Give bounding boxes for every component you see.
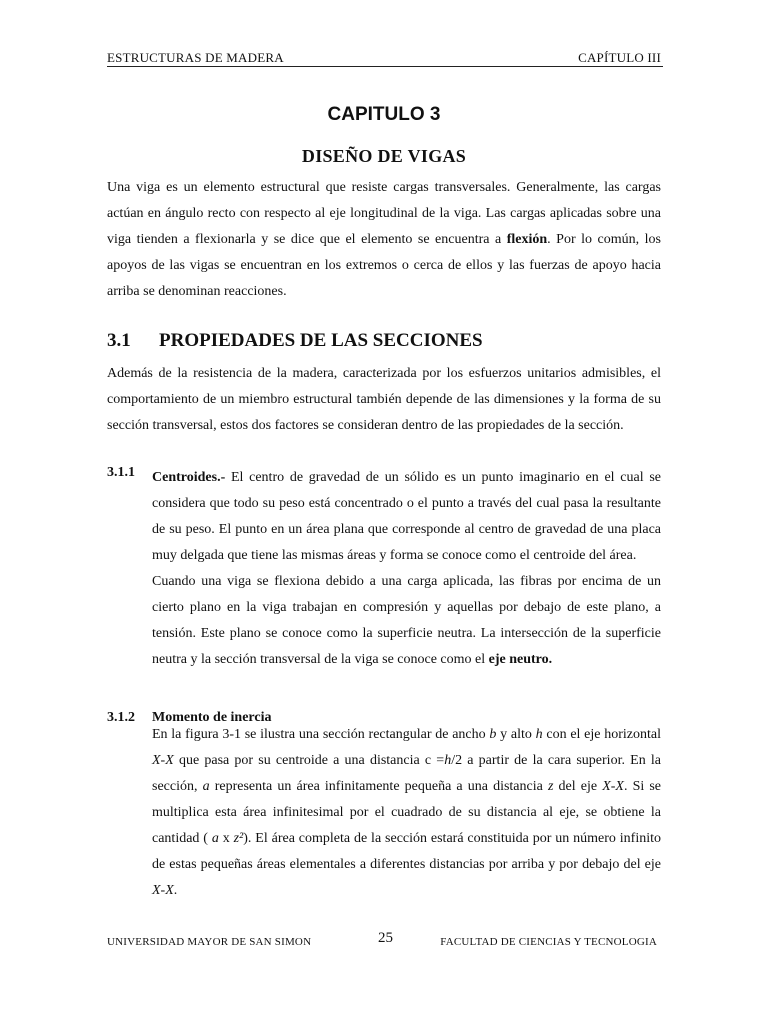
term-flexion: flexión (506, 232, 548, 247)
subsection-number: 3.1.1 (107, 465, 135, 480)
section-intro-paragraph: Además de la resistencia de la madera, caracterizada por los esfuerzos unitarios admisibles, el comportamiento de un miembro estructural también depende de las dimensiones y la forma de su sección transversal, estos dos factores se consideran dentro de las propiedades de la sección. (107, 366, 661, 433)
footer-university: UNIVERSIDAD MAYOR DE SAN SIMON (107, 936, 312, 948)
section-title: PROPIEDADES DE LAS SECCIONES (159, 330, 483, 351)
chapter-subtitle: DISEÑO DE VIGAS (301, 146, 467, 166)
term-eje-neutro: eje neutro. (488, 652, 553, 667)
centroides-paragraph: Centroides.- El centro de gravedad de un sólido es un punto imaginario en el cual se considera que todo su peso está concentrado o el punto a través del cual pasa la resultante de su peso. El punto en un área plana que corresponde al centro de gravedad de una placa muy delgada que tiene las mismas áreas y forma se conoce como el centroide del área. (152, 470, 661, 563)
footer-faculty: FACULTAD DE CIENCIAS Y TECNOLOGIA (440, 936, 657, 948)
subsection-title: Momento de inercia (152, 710, 272, 725)
section-number: 3.1 (107, 330, 131, 351)
subsection-number: 3.1.2 (107, 710, 135, 725)
page-number: 25 (378, 930, 393, 946)
header-chapter: CAPÍTULO III (578, 50, 661, 65)
chapter-title: CAPITULO 3 (327, 104, 441, 125)
page-header (107, 50, 663, 67)
eje-neutro-paragraph: Cuando una viga se flexiona debido a una carga aplicada, las fibras por encima de un cierto plano en la viga trabajan en compresión y aquellas por debajo de este plano, a tensión. Este plano se conoce como la superficie neutra. La intersección de la superficie neutra y la sección transversal de la viga se conoce como el eje neutro. (152, 574, 661, 667)
subsection-body (152, 465, 661, 673)
momento-inercia-paragraph: En la figura 3-1 se ilustra una sección rectangular de ancho b y alto h con el eje horizontal X-X que pasa por su centroide a una distancia c =h/2 a partir de la cara superior. En la sección, a representa un área infinitamente pequeña a una distancia z del eje X-X. Si se multiplica esta área infinitesimal por el cuadrado de su distancia al eje, se obtiene la cantidad ( a x z²). El área completa de la sección estará constituida por un número infinito de estas pequeñas áreas elementales a diferentes distancias por arriba y por debajo del eje X-X. (152, 727, 662, 898)
section-heading (107, 330, 483, 352)
term-centroides: Centroides.- (152, 470, 226, 485)
intro-paragraph: Una viga es un elemento estructural que resiste cargas transversales. Generalmente, las cargas actúan en ángulo recto con respecto al eje longitudinal de la viga. Las cargas aplicadas sobre una viga tienden a flexionarla y se dice que el elemento se encuentra a flexión. Por lo común, los apoyos de las vigas se encuentran en los extremos o cerca de ellos y las fuerzas de apoyo hacia arriba se denominan reacciones. (107, 180, 661, 299)
header-book-title: ESTRUCTURAS DE MADERA (107, 50, 284, 65)
